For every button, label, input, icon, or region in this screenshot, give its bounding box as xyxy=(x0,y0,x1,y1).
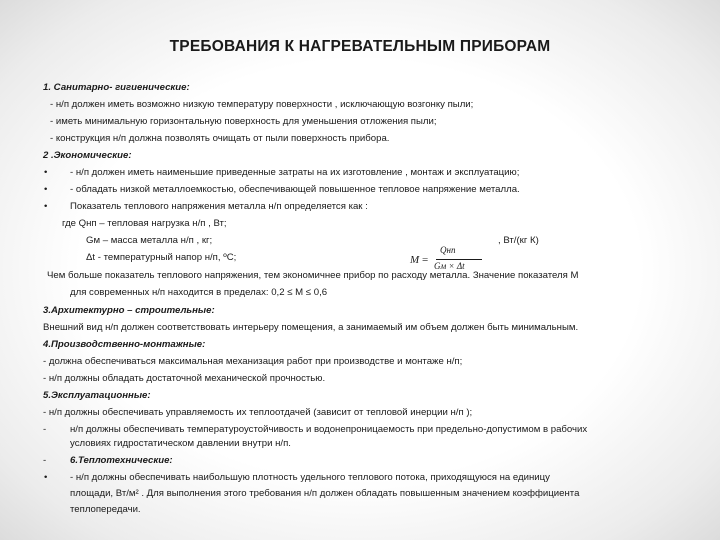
section-5-heading: 5.Эксплуатационные: xyxy=(43,390,151,401)
section-1-item: - иметь минимальную горизонтальную поверхность для уменьшения отложения пыли; xyxy=(50,116,437,127)
section-2-item: - обладать низкой металлоемкостью, обеспечивающей повышенное тепловое напряжение металла. xyxy=(70,184,520,195)
definition-t: Δt - температурный напор н/п, ºС; xyxy=(86,252,237,263)
section-6-item: - н/п должны обеспечивать наибольшую плотность удельного теплового потока, приходящуюся на единицу xyxy=(70,472,550,483)
bullet-icon: • xyxy=(44,472,48,483)
section-4-item: - должна обеспечиваться максимальная механизация работ при производстве и монтаже н/п; xyxy=(43,356,463,367)
section-2-item: Показатель теплового напряжения металла н/п определяется как : xyxy=(70,201,368,212)
bullet-icon: • xyxy=(44,201,48,212)
definition-q: где Qнп – тепловая нагрузка н/п , Вт; xyxy=(62,218,227,229)
definition-g: Gм – масса металла н/п , кг; xyxy=(86,235,213,246)
bullet-icon: • xyxy=(44,167,48,178)
formula-lhs: M xyxy=(410,254,420,266)
unit-label: , Вт/(кг К) xyxy=(498,235,539,246)
dash-marker: - xyxy=(43,455,47,466)
formula-numerator: Qнп xyxy=(440,245,456,255)
section-3-heading: 3.Архитектурно – строительные: xyxy=(43,305,215,316)
section-1-heading: 1. Санитарно- гигиенические: xyxy=(43,82,190,93)
conclusion-line: для современных н/п находится в пределах: 0,2 ≤ М ≤ 0,6 xyxy=(70,287,328,298)
section-1-item: - н/п должен иметь возможно низкую температуру поверхности , исключающую возгонку пыли; xyxy=(50,99,474,110)
section-2-heading: 2 .Экономические: xyxy=(43,150,132,161)
section-2-item: - н/п должен иметь наименьшие приведенные затраты на их изготовление , монтаж и эксплуатацию; xyxy=(70,167,520,178)
section-4-heading: 4.Производственно-монтажные: xyxy=(43,339,206,350)
section-1-item: - конструкция н/п должна позволять очищать от пыли поверхность прибора. xyxy=(50,133,390,144)
formula-equals: = xyxy=(422,254,429,266)
section-5-item: н/п должны обеспечивать температуроустойчивость и водонепроницаемость при предельно-допустимом в рабочих xyxy=(70,424,588,435)
section-5-item: - н/п должны обеспечивать управляемость их теплоотдачей (зависит от тепловой инерции н/п ); xyxy=(43,407,473,418)
section-6-heading: 6.Теплотехнические: xyxy=(70,455,173,466)
section-3-text: Внешний вид н/п должен соответствовать интерьеру помещения, а занимаемый им объем должен быть минимальным. xyxy=(43,322,579,333)
page-title: ТРЕБОВАНИЯ К НАГРЕВАТЕЛЬНЫМ ПРИБОРАМ xyxy=(169,38,551,55)
section-6-item-cont: теплопередачи. xyxy=(70,504,141,515)
section-4-item: - н/п должны обладать достаточной механической прочностью. xyxy=(43,373,326,384)
section-6-item-cont: площади, Вт/м² . Для выполнения этого требования н/п должен обладать повышенным значением коэффициента xyxy=(70,488,580,499)
bullet-icon: • xyxy=(44,184,48,195)
conclusion-line: Чем больше показатель теплового напряжения, тем экономичнее прибор по расходу металла. Значение показателя М xyxy=(47,270,579,281)
section-5-item-cont: условиях гидростатическом давлении внутри н/п. xyxy=(70,438,291,449)
formula-denominator: Gм × Δt xyxy=(434,261,465,271)
fraction-bar xyxy=(436,259,482,260)
dash-marker: - xyxy=(43,424,47,435)
